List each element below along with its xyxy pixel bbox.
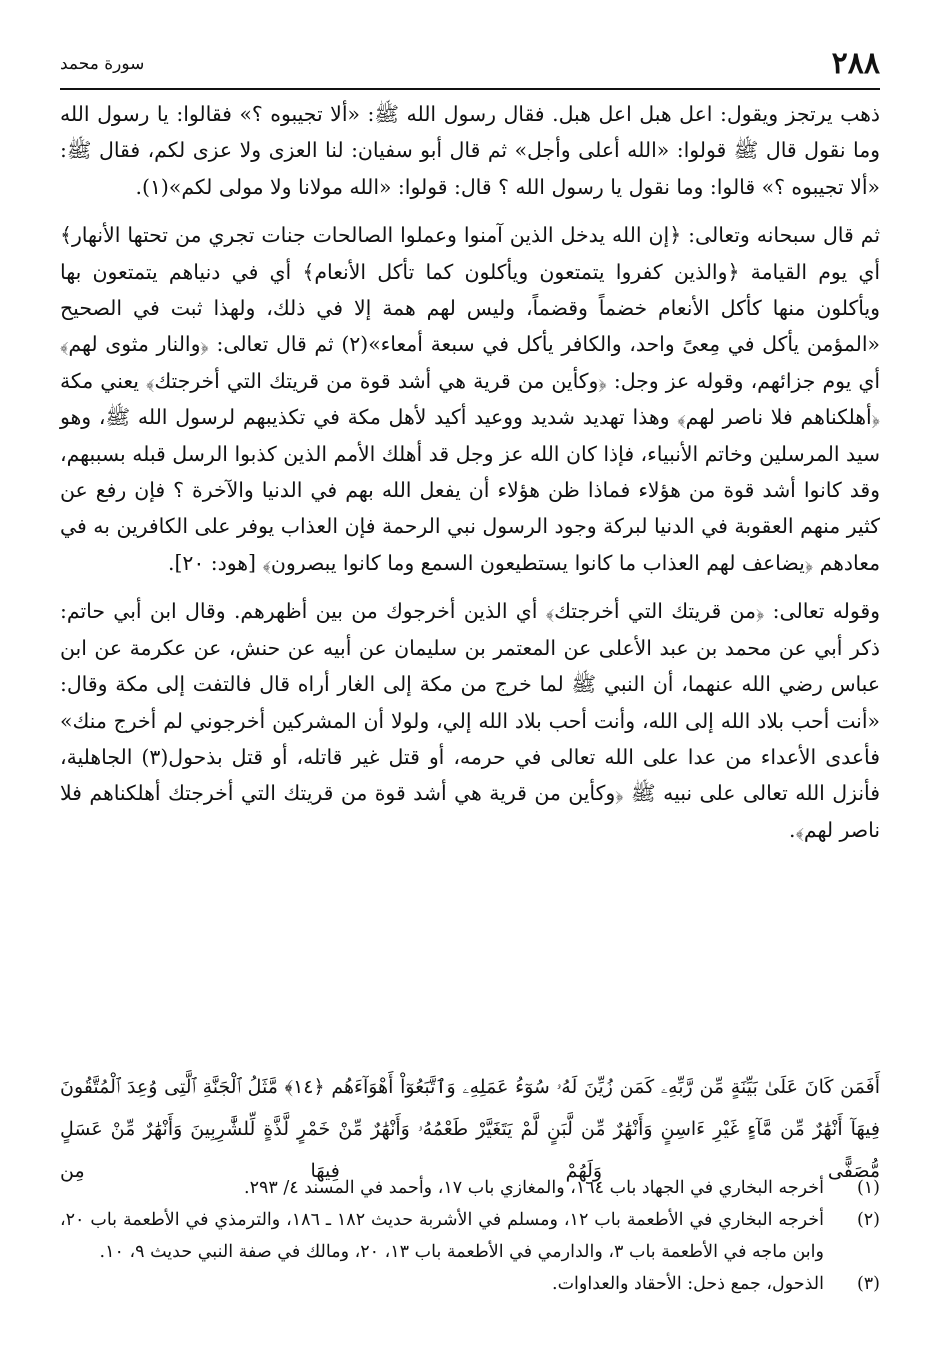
running-title: سورة محمد (60, 54, 145, 74)
paragraph-3: وقوله تعالى: ﴿من قريتك التي أخرجتك﴾ أي الذين أخرجوك من بين أظهرهم. وقال ابن أبي حاتم: ذكر أبي عن محمد بن عبد الأعلى عن المعتمر بن سليمان عن أبيه عن حنش، عن عكرمة عن ابن عباس رضي الله عنهما، أن النبي ﷺ لما خرج من مكة إلى الغار أراه قال فالتفت إلى مكة وقال: «أنت أحب بلاد الله إلى الله، وأنت أحب بلاد الله إلي، ولولا أن المشركين أخرجوني لم أخرج منك» فأعدى الأعداء من عدا على الله تعالى في حرمه، أو قتل غير قاتله، أو قتل بذحول(٣) الجاهلية، فأنزل الله تعالى على نبيه ﷺ ﴿وكأين من قرية هي أشد قوة من قريتك التي أخرجتك أهلكناهم فلا ناصر لهم﴾. (60, 599, 881, 842)
footnote (60, 1268, 880, 1300)
footnote-number: (٢) (856, 1210, 880, 1230)
footnote-number: (١) (856, 1178, 880, 1198)
paragraph-1: ذهب يرتجز ويقول: اعل هبل اعل هبل. فقال رسول الله ﷺ: «ألا تجيبوه ؟» فقالوا: يا رسول الله وما نقول قال ﷺ قولوا: «الله أعلى وأجل» ثم قال أبو سفيان: لنا العزى ولا عزى لكم، فقال ﷺ: «ألا تجيبوه ؟» قالوا: وما نقول يا رسول الله ؟ قال: قولوا: «الله مولانا ولا مولى لكم»(١). (60, 102, 880, 199)
quran-verse-text: أَفَمَن كَانَ عَلَىٰ بَيِّنَةٍ مِّن رَّبِّهِۦ كَمَن زُيِّنَ لَهُۥ سُوٓءُ عَمَلِهِۦ وَٱتَّبَعُوٓاْ أَهْوَآءَهُم ﴿١٤﴾ مَّثَلُ ٱلْجَنَّةِ ٱلَّتِى وُعِدَ ٱلْمُتَّقُونَ فِيهَآ أَنْهَٰرٌ مِّن مَّآءٍ غَيْرِ ءَاسِنٍ وَأَنْهَٰرٌ مِّن لَّبَنٍ لَّمْ يَتَغَيَّرْ طَعْمُهُۥ وَأَنْهَٰرٌ مِّنْ خَمْرٍ لَّذَّةٍ لِّلشَّٰرِبِينَ وَأَنْهَٰرٌ مِّنْ عَسَلٍ مُّصَفًّى وَلَهُمْ فِيهَا مِن (60, 1076, 880, 1182)
book-page (60, 40, 880, 1340)
footnote (60, 1172, 880, 1204)
main-text (60, 96, 880, 848)
footnote-text: أخرجه البخاري في الجهاد باب ١٦٤، والمغازي باب ١٧، وأحمد في المسند ٤/ ٢٩٣. (244, 1178, 824, 1198)
footnote-number: (٣) (856, 1274, 880, 1294)
footnotes (60, 1172, 880, 1300)
page-header (60, 40, 880, 90)
page-number: ٢٨٨ (831, 46, 880, 81)
footnote-text: الذحول، جمع ذحل: الأحقاد والعداوات. (552, 1274, 824, 1294)
footnote (60, 1204, 880, 1268)
paragraph-2: ثم قال سبحانه وتعالى: ﴿إن الله يدخل الذين آمنوا وعملوا الصالحات جنات تجري من تحتها الأنهار﴾ أي يوم القيامة ﴿والذين كفروا يتمتعون ويأكلون كما تأكل الأنعام﴾ أي في دنياهم يتمتعون بها ويأكلون منها كأكل الأنعام خضماً وقضماً، وليس لهم همة إلا في ذلك، ولهذا ثبت في الصحيح «المؤمن يأكل في مِعىً واحد، والكافر يأكل في سبعة أمعاء»(٢) ثم قال تعالى: ﴿والنار مثوى لهم﴾ أي يوم جزائهم، وقوله عز وجل: ﴿وكأين من قرية هي أشد قوة من قريتك التي أخرجتك﴾ يعني مكة ﴿أهلكناهم فلا ناصر لهم﴾ وهذا تهديد شديد ووعيد أكيد لأهل مكة في تكذيبهم لرسول الله ﷺ، وهو سيد المرسلين وخاتم الأنبياء، فإذا كان الله عز وجل قد أهلك الأمم الذين كذبوا الرسل قبله بسببهم، وقد كانوا أشد قوة من هؤلاء فماذا ظن هؤلاء أن يفعل الله بهم في الدنيا والآخرة ؟ فإن رفع عن كثير منهم العقوبة في الدنيا لبركة وجود الرسول نبي الرحمة فإن العذاب يوفر على الكافرين به في معادهم ﴿يضاعف لهم العذاب ما كانوا يستطيعون السمع وما كانوا يبصرون﴾ [هود: ٢٠]. (60, 223, 880, 575)
footnote-text: أخرجه البخاري في الأطعمة باب ١٢، ومسلم في الأشربة حديث ١٨٢ ـ ١٨٦، والترمذي في الأطعمة باب ٢٠، وابن ماجه في الأطعمة باب ٣، والدارمي في الأطعمة باب ١٣، ٢٠، ومالك في صفة النبي حديث ٩، ١٠. (60, 1210, 824, 1262)
